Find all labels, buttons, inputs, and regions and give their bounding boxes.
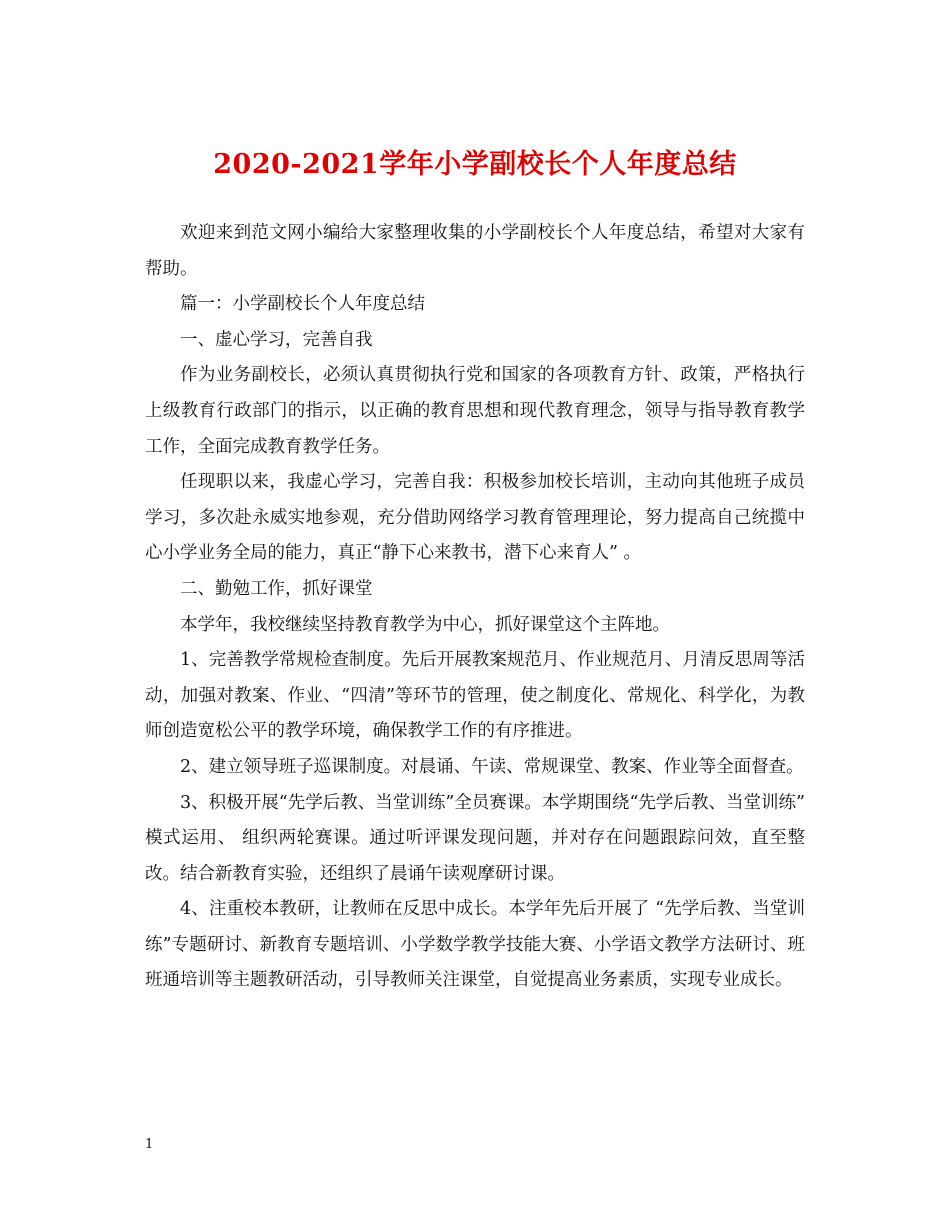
numbered-paragraph: 3、积极开展“先学后教、当堂训练”全员赛课。本学期围绕“先学后教、当堂训练” 模式运用、 组织两轮赛课。通过听评课发现问题，并对存在问题跟踪问效，直至整改。结合新教育实验，还组织了晨诵午读观摩研讨课。 xyxy=(145,792,805,884)
body-paragraph: 本学年，我校继续坚持教育教学为中心，抓好课堂这个主阵地。 xyxy=(180,614,670,635)
section-heading-part-one: 篇一：小学副校长个人年度总结 xyxy=(180,294,425,315)
intro-paragraph: 欢迎来到范文网小编给大家整理收集的小学副校长个人年度总结，希望对大家有帮助。 xyxy=(145,223,805,279)
page-number: 1 xyxy=(145,1137,154,1152)
numbered-paragraph: 4、注重校本教研，让教师在反思中成长。本学年先后开展了 “先学后教、当堂训练”专题研讨、新教育专题培训、小学数学教学技能大赛、小学语文教学方法研讨、班班通培训等主题教研活动，引导教师关注课堂，自觉提高业务素质，实现专业成长。 xyxy=(145,899,805,991)
subheading-learning: 一、虚心学习，完善自我 xyxy=(180,329,373,350)
numbered-paragraph: 1、完善教学常规检查制度。先后开展教案规范月、作业规范月、月清反思周等活动，加强对教案、作业、“四清”等环节的管理，使之制度化、常规化、科学化，为教师创造宽松公平的教学环境，确保教学工作的有序推进。 xyxy=(145,650,805,742)
subheading-classroom: 二、勤勉工作，抓好课堂 xyxy=(180,578,373,599)
numbered-paragraph: 2、建立领导班子巡课制度。对晨诵、午读、常规课堂、教案、作业等全面督查。 xyxy=(180,756,804,777)
document-body xyxy=(145,216,805,999)
body-paragraph: 任现职以来，我虚心学习，完善自我：积极参加校长培训，主动向其他班子成员学习，多次赴永威实地参观，充分借助网络学习教育管理理论，努力提高自己统揽中心小学业务全局的能力，真正“静下心来教书，潜下心来育人” 。 xyxy=(145,472,805,564)
document-title: 2020-2021学年小学副校长个人年度总结 xyxy=(213,149,737,180)
body-paragraph: 作为业务副校长，必须认真贯彻执行党和国家的各项教育方针、政策，严格执行上级教育行政部门的指示，以正确的教育思想和现代教育理念，领导与指导教育教学工作，全面完成教育教学任务。 xyxy=(145,365,805,457)
